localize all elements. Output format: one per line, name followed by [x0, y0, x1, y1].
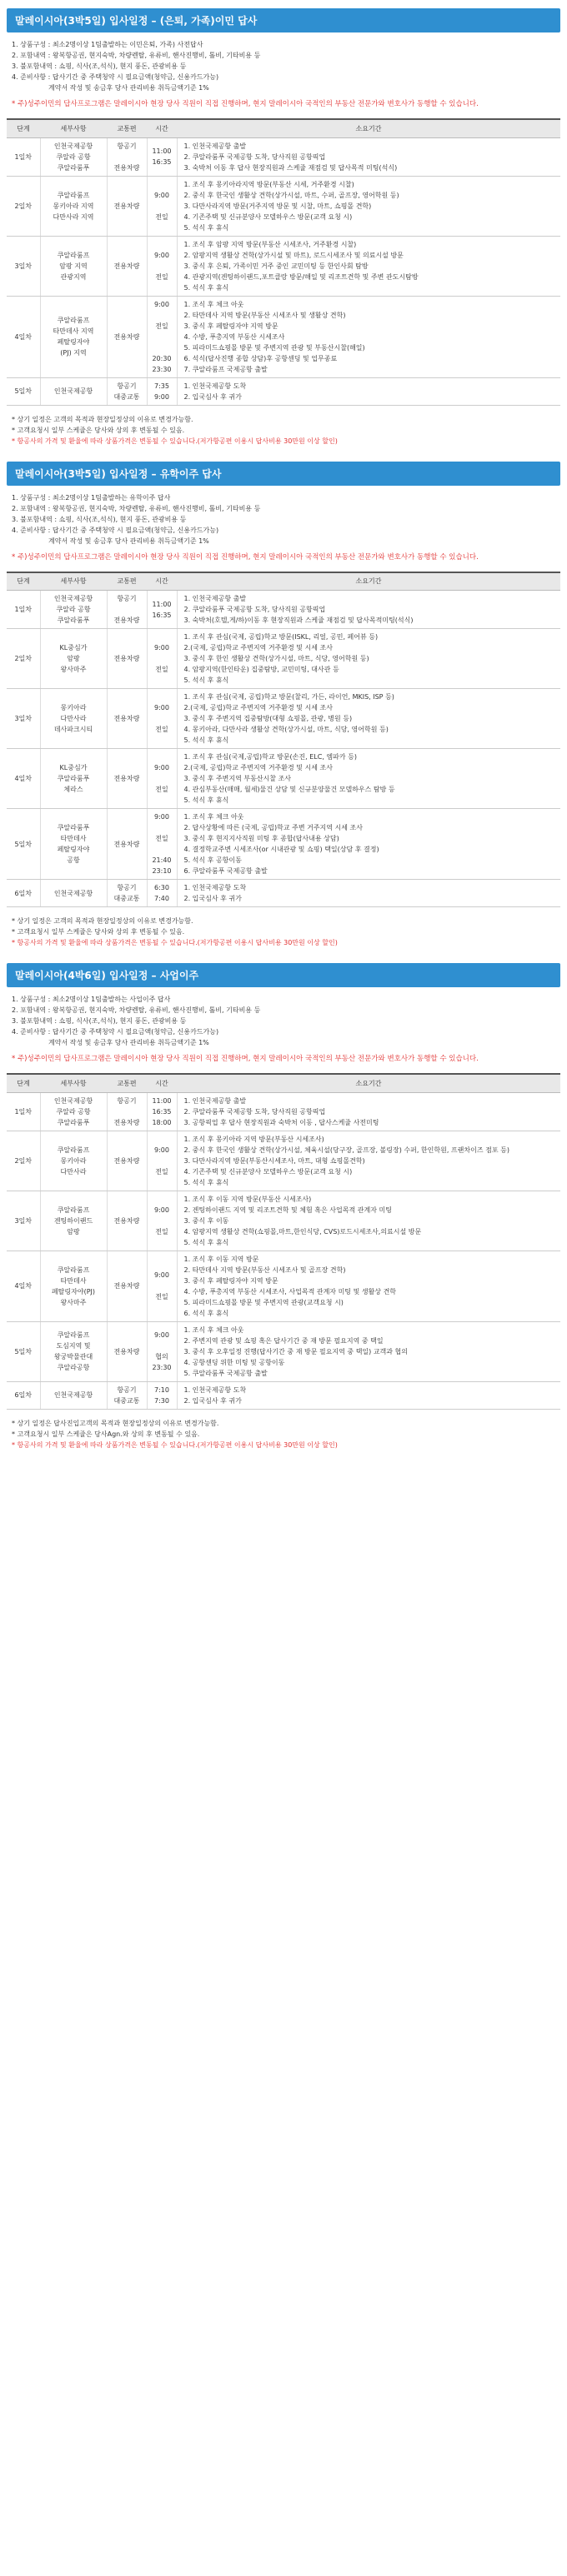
table-row: [7, 1092, 560, 1131]
itinerary-table: [7, 118, 560, 406]
activity-item: 5. 피라미드쇼핑몰 방문 및 주변지역 관광 및 부동산시찰(해일): [183, 343, 365, 352]
cell-times: 11:00 16:35 18:00: [147, 1092, 177, 1131]
activity-item: 2. 주변지역 관광 및 쇼핑 혹은 답사기간 중 재 방문 필요지역 중 택일: [183, 1336, 384, 1345]
activity-item: 6. 석식 후 휴식: [183, 1309, 229, 1317]
cell-detail: 쿠알라룸프 몽키아라 다만사라: [40, 1131, 107, 1191]
activity-item: 4. 수방, 푸총지역 부동산 시세조사: [183, 332, 285, 341]
activity-item: 5. 석식 후 휴식: [183, 1178, 229, 1186]
activity-item: 4. 수방, 푸총지역 부동산 시세조사, 사업목적 관계자 미팅 및 생활상 견학: [183, 1287, 397, 1295]
cell-times: 9:00 전일: [147, 1131, 177, 1191]
table-row: [7, 629, 560, 689]
activity-item: 2.(국제, 공립)학교 주변지역 거주환경 및 시세 조사: [183, 704, 334, 711]
cell-detail: 몽키아라 다만사라 데사파크시티: [40, 689, 107, 749]
product-info: [7, 994, 560, 1048]
activity-item: 2. 타만데사 지역 방문(부동산 시세조사 및 골프장 견학): [183, 1266, 346, 1274]
activity-item: 1. 조식 후 몽키아라지역 방문(부동산 시세, 거주환경 시찰): [183, 180, 354, 188]
cell-detail: 쿠알라룸프 타만데사 페탈링자야(PJ) 왕사마주: [40, 1251, 107, 1321]
cell-transport: 전용차량: [107, 236, 147, 296]
activity-item: 3. 중식 후 페탈링자야 지역 방문: [183, 1276, 278, 1285]
info-line: 3. 불포함내역 : 쇼핑, 식사(조,석식), 현지 풍돈, 관광비용 등: [12, 62, 187, 70]
table-row: [7, 1191, 560, 1251]
cell-activities: [177, 1131, 560, 1191]
cell-day: 4일차: [7, 1251, 40, 1321]
info-line: 4. 준비사항 : 답사기간 중 주택청약 시 필요금액(청약금, 신용카드가능): [12, 526, 219, 534]
column-header: 시간: [147, 119, 177, 137]
footnote: * 고객요청시 일부 스케쥴은 당사와 상의 후 변동될 수 있음.: [12, 426, 185, 434]
column-header: 교통편: [107, 572, 147, 591]
cell-day: 3일차: [7, 1191, 40, 1251]
cell-activities: [177, 137, 560, 176]
cell-day: 5일차: [7, 809, 40, 880]
info-line: 계약서 작성 및 송금후 당사 관리비용 취득금액기준 1%: [48, 537, 209, 545]
table-row: [7, 880, 560, 907]
activity-item: 6. 석식(답사진행 종합 상담)후 공항센딩 및 업무종료: [183, 354, 338, 362]
activity-item: 2. 입국심사 후 귀가: [183, 1396, 242, 1405]
cell-times: 9:00 전일: [147, 629, 177, 689]
footnotes: [7, 912, 560, 948]
activity-item: 2. 쿠알라룸푸 국제공항 도착, 당사직원 공항픽업: [183, 1107, 326, 1116]
cell-activities: [177, 377, 560, 405]
activity-item: 4. 기존주택 및 신규분양사 모델하우스 방문(교객 요청 시): [183, 212, 353, 221]
column-header: 단계: [7, 119, 40, 137]
activity-item: 4. 기존주택 및 신규분양사 모델하우스 방문(교객 요청 시): [183, 1167, 353, 1176]
footnote: * 고객요청시 일부 스케쥴은 당사Agn.와 상의 후 변동될 수 있음.: [12, 1430, 200, 1438]
activity-item: 3. 공항픽업 후 답사 현장직원과 숙박처 이동 , 답사스케쥴 사전미팅: [183, 1118, 379, 1126]
cell-activities: [177, 689, 560, 749]
activity-item: 3. 숙박처 이동 후 답사 현장직원과 스케쥴 재점검 및 답사목적 미팅(석식): [183, 163, 398, 172]
cell-detail: 쿠알라룸프 도심지역 및 왕궁박물관대 쿠알라공항: [40, 1321, 107, 1381]
cell-detail: 쿠알라룸프 겐팅하이랜드 암팡: [40, 1191, 107, 1251]
activity-item: 1. 조식 후 체크 아웃: [183, 300, 244, 308]
activity-item: 3. 다만사라지역 방문(거주지역 방문 및 시찰, 마트, 쇼핑몰 견학): [183, 202, 372, 210]
column-header: 세부사항: [40, 572, 107, 591]
itinerary-section: [7, 8, 560, 447]
activity-item: 1. 조식 후 체크 아웃: [183, 813, 244, 821]
cell-day: 4일차: [7, 296, 40, 377]
cell-detail: KL중심가 쿠알라룸푸 체라스: [40, 749, 107, 809]
activity-item: 3. 중식 후 오후일정 진행(답사기간 중 재 방문 필요지역 중 택일) 교객과 협의: [183, 1347, 408, 1355]
cell-detail: KL중심가 암팡 왕사마주: [40, 629, 107, 689]
cell-day: 3일차: [7, 236, 40, 296]
info-line: 2. 포함내역 : 왕복항공권, 현지숙박, 차량렌탈, 유류비, 핸사진행비, 톨비, 기타비용 등: [12, 52, 261, 59]
info-line: 1. 상품구성 : 최소2명이상 1팀출발하는 사업이주 답사: [12, 996, 171, 1003]
cell-transport: 전용차량: [107, 749, 147, 809]
table-row: [7, 377, 560, 405]
activity-item: 4. 암팡지역(한인타운) 집중탐방, 교민미팅, 대사관 등: [183, 666, 339, 673]
activity-item: 2.(국제, 공립)학교 주변지역 거주환경 및 시세 조사: [183, 644, 334, 651]
cell-day: 2일차: [7, 1131, 40, 1191]
section-title: 말레이시아(4박6일) 입사일정 – 사업이주: [7, 963, 560, 987]
activity-item: 3. 중식 후 주변지역 집중탐방(대형 쇼핑몰, 관광, 병원 등): [183, 715, 353, 722]
activity-item: 7. 쿠알라룸프 국제공항 출발: [183, 365, 268, 373]
activity-item: 1. 조식 후 관심(국제, 공립)학교 방문(ISKL, 리얼, 공민, 페어뷰 등): [183, 633, 379, 641]
activity-item: 1. 조식 후 체크 아웃: [183, 1325, 244, 1334]
activity-item: 1. 인천국제공항 도착: [183, 382, 247, 390]
table-row: [7, 749, 560, 809]
table-row: [7, 176, 560, 236]
cell-day: 5일차: [7, 1321, 40, 1381]
footnote: * 상기 일정은 고객의 목적과 현장일정상의 이유로 변경가능함.: [12, 917, 193, 925]
cell-day: 4일차: [7, 749, 40, 809]
cell-times: 9:00 협의 23:30: [147, 1321, 177, 1381]
cell-times: 9:00 전일: [147, 1191, 177, 1251]
cell-transport: 항공기 대중교통: [107, 880, 147, 907]
cell-times: 7:10 7:30: [147, 1381, 177, 1409]
activity-item: 3. 중식 후 페탈링자야 지역 방문: [183, 322, 278, 330]
cell-times: 9:00 전일: [147, 689, 177, 749]
cell-day: 1일차: [7, 1092, 40, 1131]
footnote: * 항공사의 가격 및 환율에 따라 상품가격은 변동될 수 있습니다.(저가항공편 이용시 답사비용 30만원 이상 할인): [12, 939, 338, 946]
cell-day: 1일차: [7, 591, 40, 629]
itinerary-table: [7, 572, 560, 908]
activity-item: 3. 중식 후 이동: [183, 1216, 229, 1225]
cell-day: 5일차: [7, 377, 40, 405]
activity-item: 3. 중식 후 주변지역 부동산시찰 조사: [183, 775, 292, 782]
activity-item: 2. 중식 후 한국인 생활상 견학(상가시설, 마트, 수퍼, 골프장, 영어학원 등): [183, 191, 399, 199]
footnote: * 항공사의 가격 및 환율에 따라 상품가격은 변동될 수 있습니다.(저가항공편 이용시 답사비용 30만원 이상 할인): [12, 437, 338, 445]
cell-activities: [177, 236, 560, 296]
cell-activities: [177, 809, 560, 880]
cell-transport: 전용차량: [107, 176, 147, 236]
cell-transport: 항공기 전용차량: [107, 1092, 147, 1131]
footnote: * 상기 일정은 답사진입고객의 목적과 현장일정상의 이유로 변경가능함.: [12, 1419, 219, 1427]
cell-activities: [177, 591, 560, 629]
cell-transport: 전용차량: [107, 629, 147, 689]
itinerary-section: [7, 963, 560, 1450]
table-row: [7, 809, 560, 880]
cell-day: 3일차: [7, 689, 40, 749]
activity-item: 3. 숙박처(호텔,게/하)이동 후 현장직원과 스케쥴 재점검 및 답사목적미팅(석식): [183, 617, 414, 624]
itinerary-table: [7, 1073, 560, 1410]
activity-item: 5. 석식 후 휴식: [183, 736, 229, 744]
footnotes: [7, 1415, 560, 1450]
cell-day: 6일차: [7, 880, 40, 907]
cell-times: 9:00 전일: [147, 176, 177, 236]
info-line: 2. 포함내역 : 왕복항공권, 현지숙박, 차량렌탈, 유류비, 핸사진행비, 톨비, 기타비용 등: [12, 504, 261, 512]
cell-activities: [177, 629, 560, 689]
activity-item: 2. 타만데사 지역 방문(부동산 시세조사 및 생활상 견학): [183, 311, 346, 319]
cell-activities: [177, 296, 560, 377]
column-header: 세부사항: [40, 1074, 107, 1092]
cell-detail: 쿠알라룸프 몽키아라 지역 다만사라 지역: [40, 176, 107, 236]
cell-times: 9:00 전일 20:30 23:30: [147, 296, 177, 377]
activity-item: 5. 석식 후 휴식: [183, 796, 229, 804]
footnote: * 항공사의 가격 및 환율에 따라 상품가격은 변동될 수 있습니다.(저가항공편 이용시 답사비용 30만원 이상 할인): [12, 1440, 338, 1449]
cell-times: 7:35 9:00: [147, 377, 177, 405]
cell-day: 2일차: [7, 629, 40, 689]
cell-times: 6:30 7:40: [147, 880, 177, 907]
activity-item: 3. 중식 후 현지지사직원 미팅 후 종합(답사내용 상담): [183, 835, 339, 842]
column-header: 소요기간: [177, 572, 560, 591]
activity-item: 2. 입국심사 후 귀가: [183, 895, 242, 902]
activity-item: 2. 답사상황에 따른 (국제, 공립)학교 주변 거주지역 시세 조사: [183, 824, 364, 831]
cell-activities: [177, 1191, 560, 1251]
activity-item: 4. 관광지역(겐팅하이랜드,포트클랑 방문/해일 및 리조트견학 및 주변 관도시탐방: [183, 272, 419, 281]
activity-item: 4. 결정학교주변 시세조사(or 시내관광 및 쇼핑) 택일(상담 후 결정): [183, 846, 379, 853]
table-row: [7, 236, 560, 296]
cell-times: 11:00 16:35: [147, 591, 177, 629]
activity-item: 3. 다만사라지역 방문(부동산시세조사, 마트, 대형 쇼핑몰견학): [183, 1156, 365, 1165]
activity-item: 3. 중식 후 한인 생활상 견학(상가시설, 마트, 식당, 영어학원 등): [183, 655, 369, 662]
activity-item: 2. 입국심사 후 귀가: [183, 392, 242, 401]
activity-item: 5. 석식 후 휴식: [183, 676, 229, 684]
cell-times: 11:00 16:35: [147, 137, 177, 176]
activity-item: 5. 피라미드쇼핑몰 방문 및 주변지역 관광(교객요청 시): [183, 1298, 344, 1306]
column-header: 시간: [147, 1074, 177, 1092]
activity-item: 2. 중식 후 한국인 생활상 견학(상가시설, 체육시설(당구장, 골프장, 볼링장) 수퍼, 한인학원, 프랜차이즈 점포 등): [183, 1146, 509, 1154]
activity-item: 5. 석식 후 휴식: [183, 1238, 229, 1246]
column-header: 소요기간: [177, 1074, 560, 1092]
activity-item: 2. 쿠알라룸푸 국제공항 도착, 당사직원 공항픽업: [183, 606, 326, 613]
cell-detail: 인천국제공항 쿠알라 공항 쿠알라룸푸: [40, 137, 107, 176]
section-title: 말레이시아(3박5일) 입사일정 – (은퇴, 가족)이민 답사: [7, 8, 560, 32]
column-header: 교통편: [107, 1074, 147, 1092]
cell-activities: [177, 1381, 560, 1409]
info-line: 4. 준비사항 : 답사기간 중 주택청약 시 필요금액(청약금, 신용카드가능): [12, 1028, 219, 1036]
table-row: [7, 137, 560, 176]
column-header: 단계: [7, 1074, 40, 1092]
cell-times: 9:00 전일 21:40 23:10: [147, 809, 177, 880]
cell-transport: 전용차량: [107, 1131, 147, 1191]
activity-item: 2. 쿠알라룸푸 국제공항 도착, 당사직원 공항픽업: [183, 152, 326, 161]
cell-detail: 인천국제공항: [40, 377, 107, 405]
column-header: 시간: [147, 572, 177, 591]
itinerary-section: [7, 462, 560, 949]
activity-item: 1. 조식 후 암팡 지역 방문(부동산 시세조사, 거주환경 시찰): [183, 240, 357, 248]
activity-item: 4. 암팡지역 생활상 견학(쇼핑몰,마트,한인식당, CVS)로드시세조사,의료시설 방문: [183, 1227, 422, 1236]
activity-item: 5. 석식 후 공항이동: [183, 856, 242, 864]
cell-transport: 전용차량: [107, 1321, 147, 1381]
column-header: 단계: [7, 572, 40, 591]
cell-times: 9:00 전일: [147, 236, 177, 296]
section-title: 말레이시아(3박5일) 입사일정 – 유학이주 답사: [7, 462, 560, 486]
cell-transport: 전용차량: [107, 296, 147, 377]
cell-detail: 인천국제공항: [40, 1381, 107, 1409]
cell-activities: [177, 1251, 560, 1321]
activity-item: 4. 몽키아라, 다만사라 생활상 견학(상가시설, 마트, 식당, 영어학원 등): [183, 726, 389, 733]
footnotes: [7, 411, 560, 447]
table-row: [7, 296, 560, 377]
info-line: 1. 상품구성 : 최소2명이상 1팀출발하는 이민은퇴, 가족) 사전답사: [12, 41, 203, 48]
info-line: 1. 상품구성 : 최소2명이상 1팀출발하는 유학이주 답사: [12, 493, 171, 502]
activity-item: 1. 조식 후 몽키아라 지역 방문(부동산 시세조사): [183, 1135, 324, 1143]
activity-item: 2.(국제, 공립)학교 주변지역 거주환경 및 시세 조사: [183, 764, 334, 771]
cell-detail: 쿠알라룸푸 타만데사 페탈링자야 공항: [40, 809, 107, 880]
info-line: 3. 불포함내역 : 쇼핑, 식사(조,석식), 현지 풍돈, 관광비용 등: [12, 515, 187, 523]
activity-item: 1. 인천국제공항 도착: [183, 884, 247, 891]
activity-item: 1. 인천국제공항 도착: [183, 1385, 247, 1394]
cell-detail: 인천국제공항: [40, 880, 107, 907]
cell-transport: 전용차량: [107, 1191, 147, 1251]
cell-times: 9:00 전일: [147, 749, 177, 809]
footnote: * 상기 일정은 고객의 목적과 현장일정상의 이유로 변경가능함.: [12, 415, 193, 423]
cell-activities: [177, 749, 560, 809]
activity-item: 2. 겐팅하이랜드 지역 및 리조트견학 및 체험 혹은 사업목적 관계자 미팅: [183, 1206, 392, 1214]
column-header: 교통편: [107, 119, 147, 137]
cell-times: 9:00 전일: [147, 1251, 177, 1321]
info-line: 계약서 작성 및 송금후 당사 관리비용 취득금액기준 1%: [48, 1039, 209, 1046]
activity-item: 1. 인천국제공항 출발: [183, 595, 247, 602]
notice-text: * 주)성주이민의 답사프로그램은 말레이시아 현장 당사 직원이 직접 진행하며, 현지 말레이시아 국적인의 부동산 전문가와 변호사가 동행할 수 있습니다.: [12, 552, 479, 562]
cell-activities: [177, 1321, 560, 1381]
notice-text: * 주)성주이민의 답사프로그램은 말레이시아 현장 당사 직원이 직접 진행하며, 현지 말레이시아 국적인의 부동산 전문가와 변호사가 동행할 수 있습니다.: [12, 1055, 479, 1063]
cell-day: 1일차: [7, 137, 40, 176]
cell-transport: 전용차량: [107, 1251, 147, 1321]
cell-day: 2일차: [7, 176, 40, 236]
activity-item: 2. 암팡지역 생활상 견학(상가시설 및 마트), 로드시세조사 및 의료시설 방문: [183, 251, 404, 259]
info-line: 계약서 작성 및 송금후 당사 관리비용 취득금액기준 1%: [48, 84, 209, 92]
cell-transport: 항공기 대중교통: [107, 1381, 147, 1409]
activity-item: 1. 인천국제공항 출발: [183, 142, 247, 150]
activity-item: 5. 석식 후 휴식: [183, 283, 229, 292]
product-info: [7, 39, 560, 93]
activity-item: 1. 조식 후 관심(국제, 공립)학교 방문(찰리, 가든, 라이언, MKIS, ISP 등): [183, 693, 394, 701]
cell-detail: 쿠알라룸프 암팡 지역 관광지역: [40, 236, 107, 296]
info-line: 4. 준비사항 : 답사기간 중 주택청약 시 필요금액(청약금, 신용카드가능): [12, 73, 219, 81]
activity-item: 4. 공항센딩 위한 미팅 및 공항이동: [183, 1358, 285, 1366]
cell-detail: 인천국제공항 쿠알라 공항 쿠알라룸푸: [40, 1092, 107, 1131]
activity-item: 1. 조식 후 관심(국제,공립)학교 방문(손진, ELC, 엠파카 등): [183, 753, 357, 761]
cell-day: 6일차: [7, 1381, 40, 1409]
product-info: [7, 492, 560, 547]
activity-item: 1. 인천국제공항 출발: [183, 1096, 247, 1105]
cell-transport: 전용차량: [107, 689, 147, 749]
info-line: 2. 포함내역 : 왕복항공권, 현지숙박, 차량렌탈, 유류비, 핸사진행비, 톨비, 기타비용 등: [12, 1006, 261, 1014]
activity-item: 1. 조식 후 이동 지역 방문: [183, 1255, 259, 1263]
cell-activities: [177, 176, 560, 236]
footnote: * 고객요청시 일부 스케쥴은 당사와 상의 후 변동될 수 있음.: [12, 928, 185, 936]
cell-transport: 전용차량: [107, 809, 147, 880]
table-row: [7, 1321, 560, 1381]
table-row: [7, 689, 560, 749]
cell-activities: [177, 880, 560, 907]
cell-detail: 인천국제공항 쿠알라 공항 쿠알라룸푸: [40, 591, 107, 629]
table-row: [7, 591, 560, 629]
column-header: 소요기간: [177, 119, 560, 137]
notice-text: * 주)성주이민의 답사프로그램은 말레이시아 현장 당사 직원이 직접 진행하며, 현지 말레이시아 국적인의 부동산 전문가와 변호사가 동행할 수 있습니다.: [12, 100, 479, 108]
activity-item: 6. 쿠알라룸푸 국제공항 출발: [183, 867, 268, 875]
cell-transport: 항공기 전용차량: [107, 591, 147, 629]
activity-item: 4. 관심부동산(매매, 월세)물건 상담 및 신규분양물건 모델하우스 탐방 등: [183, 786, 395, 793]
info-line: 3. 불포함내역 : 쇼핑, 식사(조,석식), 현지 풍돈, 관광비용 등: [12, 1017, 187, 1025]
activity-item: 3. 중식 후 은퇴, 가족이민 거주 중인 교민미팅 등 한인사회 탐방: [183, 262, 369, 270]
cell-transport: 항공기 대중교통: [107, 377, 147, 405]
table-row: [7, 1251, 560, 1321]
cell-detail: 쿠알라룸프 타만데사 지역 페탈링자야 (PJ) 지역: [40, 296, 107, 377]
table-row: [7, 1381, 560, 1409]
activity-item: 5. 쿠알라룸푸 국제공항 출발: [183, 1369, 268, 1377]
cell-transport: 항공기 전용차량: [107, 137, 147, 176]
table-row: [7, 1131, 560, 1191]
cell-activities: [177, 1092, 560, 1131]
activity-item: 5. 석식 후 휴식: [183, 223, 229, 232]
column-header: 세부사항: [40, 119, 107, 137]
activity-item: 1. 조식 후 이동 지역 방문(부동산 시세조사): [183, 1195, 312, 1203]
